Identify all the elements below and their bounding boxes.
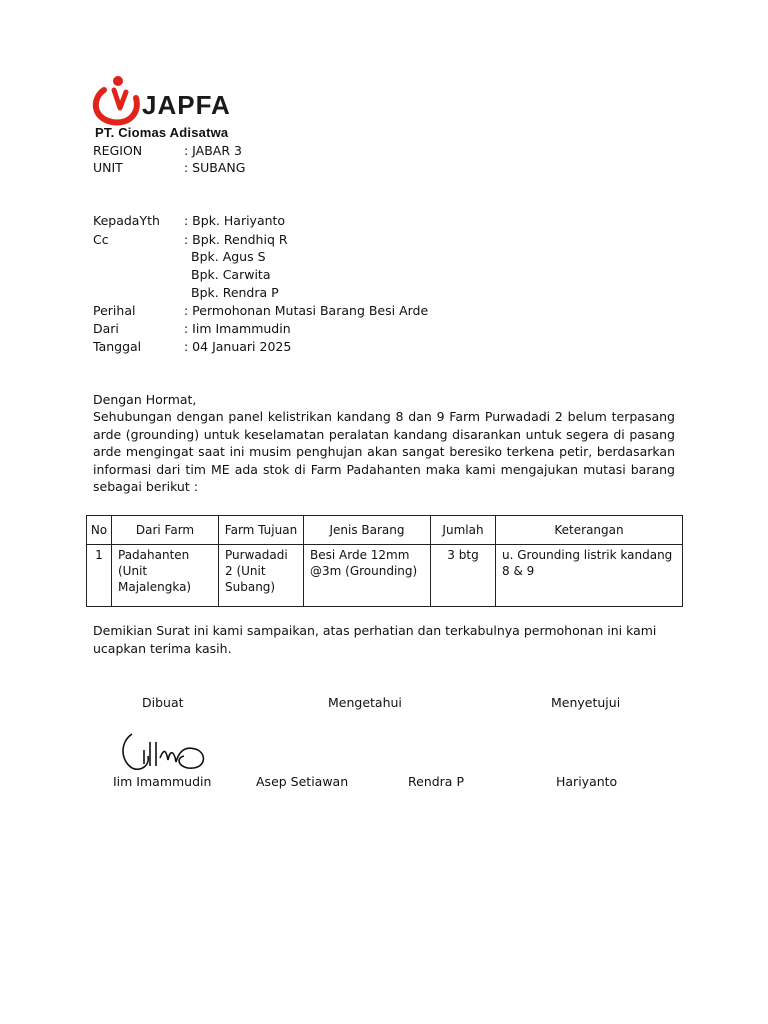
company-name: PT. Ciomas Adisatwa [95,125,229,140]
cc-item: Bpk. Agus S [191,249,266,264]
to-label: KepadaYth [93,213,160,228]
cell-note: u. Grounding listrik kandang 8 & 9 [496,545,683,607]
table-row [87,545,683,607]
column-header: Keterangan [496,516,683,545]
closing-paragraph: Demikian Surat ini kami sampaikan, atas perhatian dan terkabulnya permohonan ini kami ucapkan terima kasih. [93,623,657,656]
date-label: Tanggal [93,339,142,354]
signatory-name: Hariyanto [556,774,618,789]
table-header-row [87,516,683,545]
signatory-name: Rendra P [408,774,464,789]
cc-label: Cc [93,232,109,247]
mutation-table [86,515,683,607]
date-value: : 04 Januari 2025 [184,339,292,354]
acknowledged-label: Mengetahui [328,695,402,710]
approved-label: Menyetujui [551,695,621,710]
signatory-name: Asep Setiawan [256,774,349,789]
column-header: Farm Tujuan [219,516,304,545]
from-value: : Iim Imammudin [184,321,291,336]
cell-from-farm: Padahanten (Unit Majalengka) [112,545,219,607]
subject-label: Perihal [93,303,136,318]
column-header: Jumlah [431,516,496,545]
body-paragraph: Sehubungan dengan panel kelistrikan kandang 8 dan 9 Farm Purwadadi 2 belum terpasang arde (grounding) untuk keselamatan peralatan kandang disarankan untuk segera di pasang arde mengingat saat ini musim penghujan akan sangat beresiko terkena petir, berdasarkan informasi dari tim ME ada stok di Farm Padahanten maka kami mengajukan mutasi barang sebagai berikut : [93,409,675,494]
japfa-logo [90,72,250,128]
cc-item: Bpk. Carwita [191,267,271,282]
cell-item: Besi Arde 12mm @3m (Grounding) [304,545,431,607]
cell-to-farm: Purwadadi 2 (Unit Subang) [219,545,304,607]
cc-item: Bpk. Rendra P [191,285,279,300]
handwritten-signature [118,728,210,778]
greeting: Dengan Hormat, [93,392,197,407]
unit-label: UNIT [93,160,123,175]
cell-no: 1 [87,545,112,607]
column-header: No [87,516,112,545]
signatory-name: Iim Imammudin [113,774,212,789]
cell-qty: 3 btg [431,545,496,607]
column-header: Jenis Barang [304,516,431,545]
unit-value: : SUBANG [184,160,246,175]
column-header: Dari Farm [112,516,219,545]
region-value: : JABAR 3 [184,143,242,158]
cc-value: : Bpk. Rendhiq R [184,232,288,247]
made-by-label: Dibuat [142,695,184,710]
subject-value: : Permohonan Mutasi Barang Besi Arde [184,303,429,318]
region-label: REGION [93,143,143,158]
brand-name: JAPFA [142,90,231,120]
from-label: Dari [93,321,119,336]
to-value: : Bpk. Hariyanto [184,213,286,228]
